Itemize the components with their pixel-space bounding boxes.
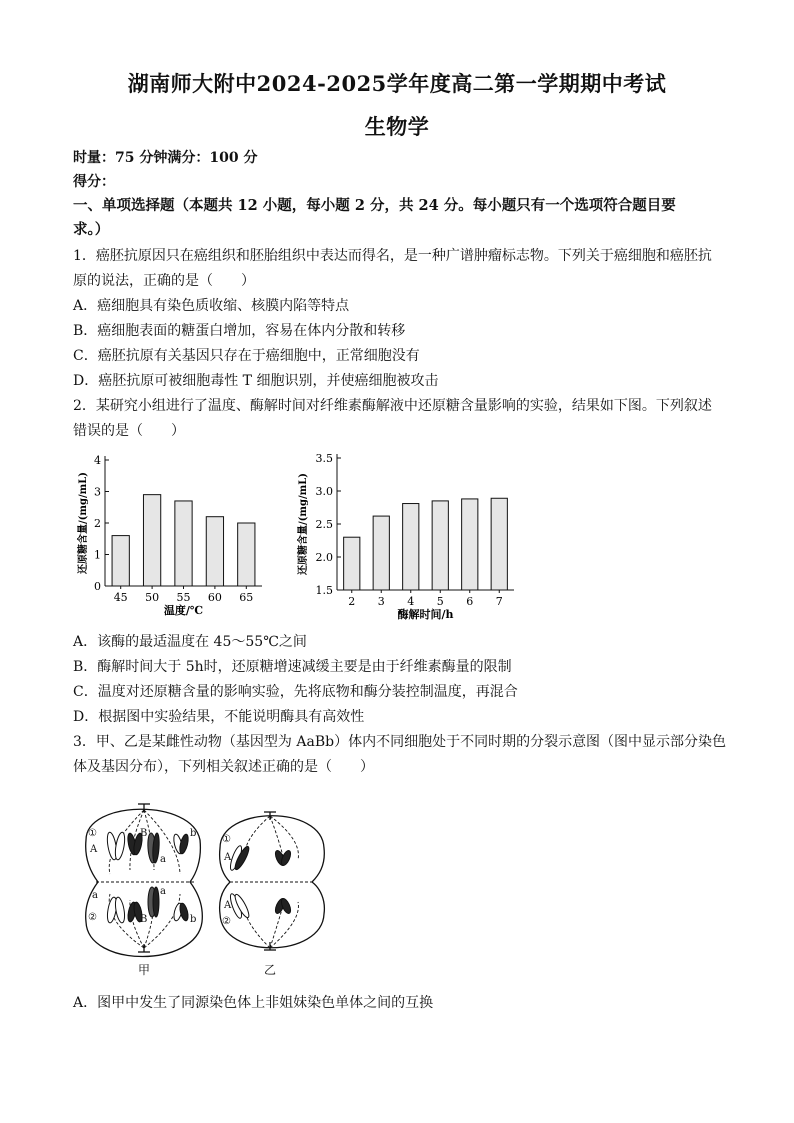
label-gene-A2: A (224, 852, 232, 863)
time-line: 时量：75 分钟满分：100 分 (73, 150, 258, 166)
x-tick-label: 6 (466, 595, 474, 608)
x-tick-label: 7 (495, 595, 503, 608)
q2-stem: 2．某研究小组进行了温度、酶解时间对纤维素酶解液中还原糖含量影响的实验，结果如下图。下列叙述 (73, 398, 712, 414)
bar (432, 501, 448, 590)
y-tick-label: 1 (94, 548, 101, 562)
bar (206, 517, 223, 586)
section-heading-cont: 求。） (73, 221, 110, 238)
label-cell-jia: 甲 (138, 963, 151, 977)
bar (462, 499, 478, 590)
y-axis-label: 还原糖含量/(mg/mL) (298, 473, 309, 575)
x-axis-label: 温度/℃ (163, 604, 204, 617)
q3-stem: 3．甲、乙是某雌性动物（基因型为 AaBb）体内不同细胞处于不同时期的分裂示意图（图中显示部分染色 (73, 734, 727, 750)
bar (175, 501, 192, 586)
q2-option-b: B．酶解时间大于 5h时，还原糖增速减缓主要是由于纤维素酶量的限制 (73, 659, 512, 675)
x-tick-label: 3 (377, 595, 385, 608)
y-tick-label: 2 (94, 517, 101, 530)
bar (403, 504, 419, 590)
y-tick-label: 0 (94, 580, 101, 593)
q3-stem-cont: 体及基因分布），下列相关叙述正确的是（ ） (73, 759, 374, 775)
label-gene-b2: b (190, 914, 197, 925)
x-tick-label: 5 (436, 595, 444, 608)
label-pole-2b: ② (222, 916, 231, 927)
x-tick-label: 60 (207, 591, 222, 604)
x-tick-label: 65 (239, 591, 254, 604)
q3-option-a: A．图甲中发生了同源染色体上非姐妹染色单体之间的互换 (73, 995, 434, 1011)
y-tick-label: 1.5 (315, 584, 333, 597)
bar (238, 523, 255, 586)
bar (491, 498, 507, 590)
x-tick-label: 45 (113, 591, 128, 604)
label-gene-B: B (140, 828, 148, 839)
q2-option-a: A．该酶的最适温度在 45～55℃之间 (73, 634, 307, 650)
label-pole-1: ① (88, 828, 97, 839)
label-pole-1b: ① (222, 834, 231, 845)
label-pole-2: ② (88, 912, 97, 923)
label-gene-A: A (90, 844, 98, 855)
y-tick-label: 2.0 (315, 551, 333, 564)
label-gene-A3: A (224, 900, 232, 911)
label-gene-a2: a (160, 854, 166, 865)
label-gene-a: a (92, 890, 98, 901)
y-tick-label: 3 (94, 485, 101, 499)
x-tick-label: 50 (145, 591, 160, 604)
bar (143, 495, 160, 586)
bar (373, 516, 389, 590)
q1-option-d: D．癌胚抗原可被细胞毒性 T 细胞识别，并使癌细胞被攻击 (73, 373, 439, 389)
y-tick-label: 2.5 (315, 518, 333, 531)
label-gene-b: b (190, 828, 197, 839)
q2-option-d: D．根据图中实验结果，不能说明酶具有高效性 (73, 709, 365, 725)
bar (344, 537, 360, 590)
label-gene-B2: B (140, 914, 148, 925)
x-tick-label: 55 (176, 591, 191, 604)
q2-stem-cont: 错误的是（ ） (73, 423, 185, 439)
x-axis-label: 酶解时间/h (397, 608, 454, 621)
q1-option-a: A．癌细胞具有染色质收缩、核膜内陷等特点 (73, 298, 350, 314)
y-tick-label: 3.0 (315, 485, 333, 498)
cell-division-figure (74, 790, 334, 980)
score-line: 得分： (73, 174, 115, 190)
q1-stem-cont: 原的说法，正确的是（ ） (73, 273, 255, 289)
q1-option-c: C．癌胚抗原有关基因只存在于癌细胞中，正常细胞没有 (73, 348, 420, 364)
y-axis-label: 还原糖含量/(mg/mL) (78, 472, 89, 574)
y-tick-label: 4 (94, 454, 101, 467)
x-tick-label: 4 (407, 595, 415, 608)
temperature-bar-chart (72, 450, 272, 620)
label-cell-yi: 乙 (264, 963, 277, 977)
exam-title: 湖南师大附中2024-2025学年度高二第一学期期中考试 (127, 71, 667, 96)
label-gene-a3: a (160, 886, 166, 897)
section-heading: 一、单项选择题（本题共 12 小题，每小题 2 分，共 24 分。每小题只有一个选项符合题目要 (73, 197, 676, 214)
x-tick-label: 2 (348, 595, 356, 608)
bar (112, 536, 129, 586)
subject-title: 生物学 (364, 114, 430, 139)
q2-option-c: C．温度对还原糖含量的影响实验，先将底物和酶分装控制温度，再混合 (73, 684, 518, 700)
q1-option-b: B．癌细胞表面的糖蛋白增加，容易在体内分散和转移 (73, 323, 406, 339)
q1-stem: 1．癌胚抗原因只在癌组织和胚胎组织中表达而得名，是一种广谱肿瘤标志物。下列关于癌细胞和癌胚抗 (73, 248, 712, 264)
time-bar-chart (292, 450, 522, 625)
y-tick-label: 3.5 (315, 452, 333, 465)
